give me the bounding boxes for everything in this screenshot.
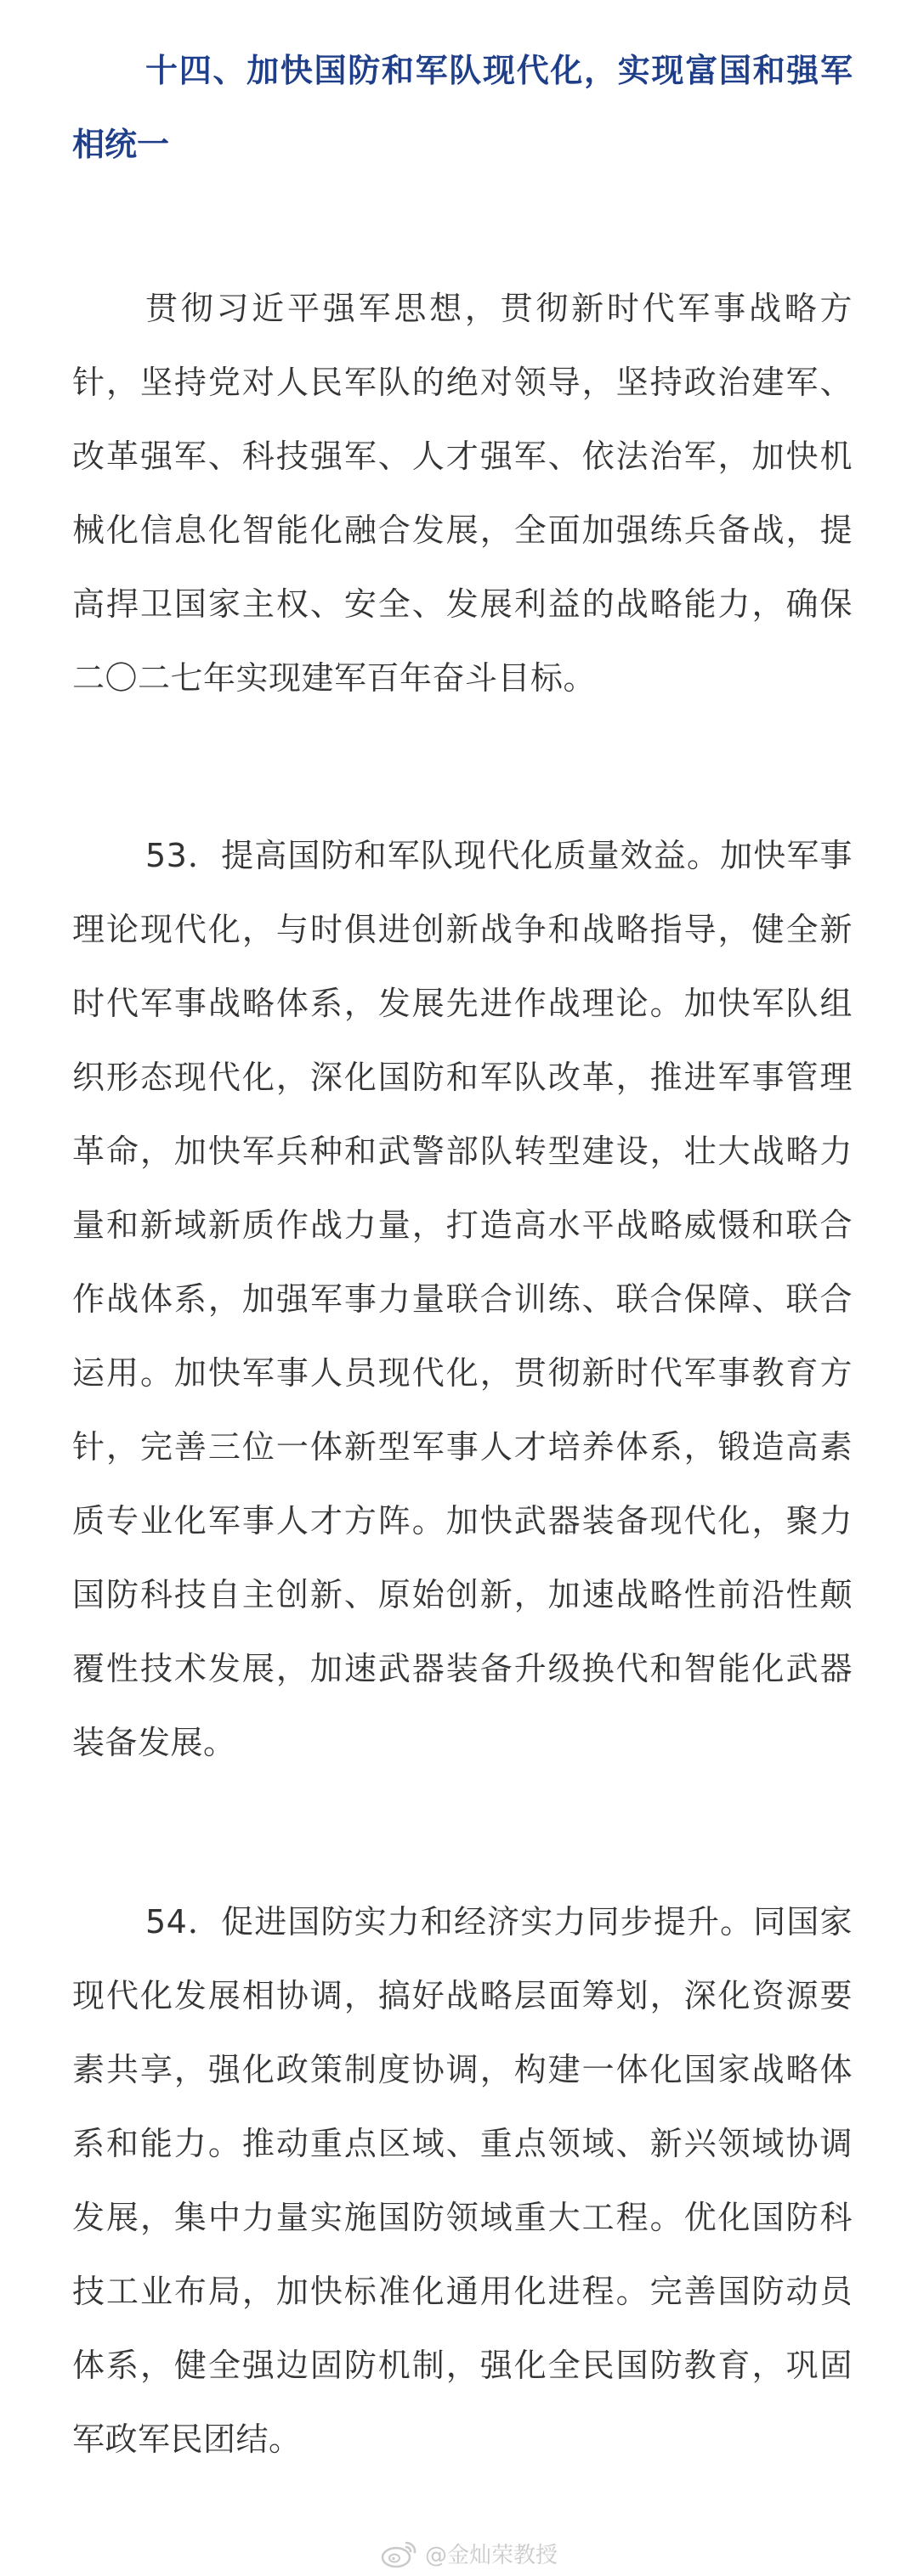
watermark-text: @金灿荣教授 <box>425 2543 558 2568</box>
paragraph-54: 54．促进国防实力和经济实力同步提升。同国家现代化发展相协调，搞好战略层面筹划，深化资源要素共享，强化政策制度协调，构建一体化国家战略体系和能力。推动重点区域、重点领域、新兴领域协调发展，集中力量实施国防领域重大工程。优化国防科技工业布局，加快标准化通用化进程。完善国防动员体系，健全强边固防机制，强化全民国防教育，巩固军政军民团结。 <box>72 1903 853 2458</box>
weibo-icon <box>381 2539 418 2568</box>
article <box>72 34 853 2477</box>
weibo-watermark <box>381 2538 558 2569</box>
section-heading: 十四、加快国防和军队现代化，实现富国和强军相统一 <box>72 52 853 163</box>
paragraph-53: 53．提高国防和军队现代化质量效益。加快军事理论现代化，与时俱进创新战争和战略指导，健全新时代军事战略体系，发展先进作战理论。加快军队组织形态现代化，深化国防和军队改革，推进军事管理革命，加快军兵种和武警部队转型建设，壮大战略力量和新域新质作战力量，打造高水平战略威慑和联合作战体系，加强军事力量联合训练、联合保障、联合运用。加快军事人员现代化，贯彻新时代军事教育方针，完善三位一体新型军事人才培养体系，锻造高素质专业化军事人才方阵。加快武器装备现代化，聚力国防科技自主创新、原始创新，加速战略性前沿性颠覆性技术发展，加速武器装备升级换代和智能化武器装备发展。 <box>72 837 853 1761</box>
intro-paragraph: 贯彻习近平强军思想，贯彻新时代军事战略方针，坚持党对人民军队的绝对领导，坚持政治建军、改革强军、科技强军、人才强军、依法治军，加快机械化信息化智能化融合发展，全面加强练兵备战，提高捍卫国家主权、安全、发展利益的战略能力，确保二〇二七年实现建军百年奋斗目标。 <box>72 290 853 697</box>
